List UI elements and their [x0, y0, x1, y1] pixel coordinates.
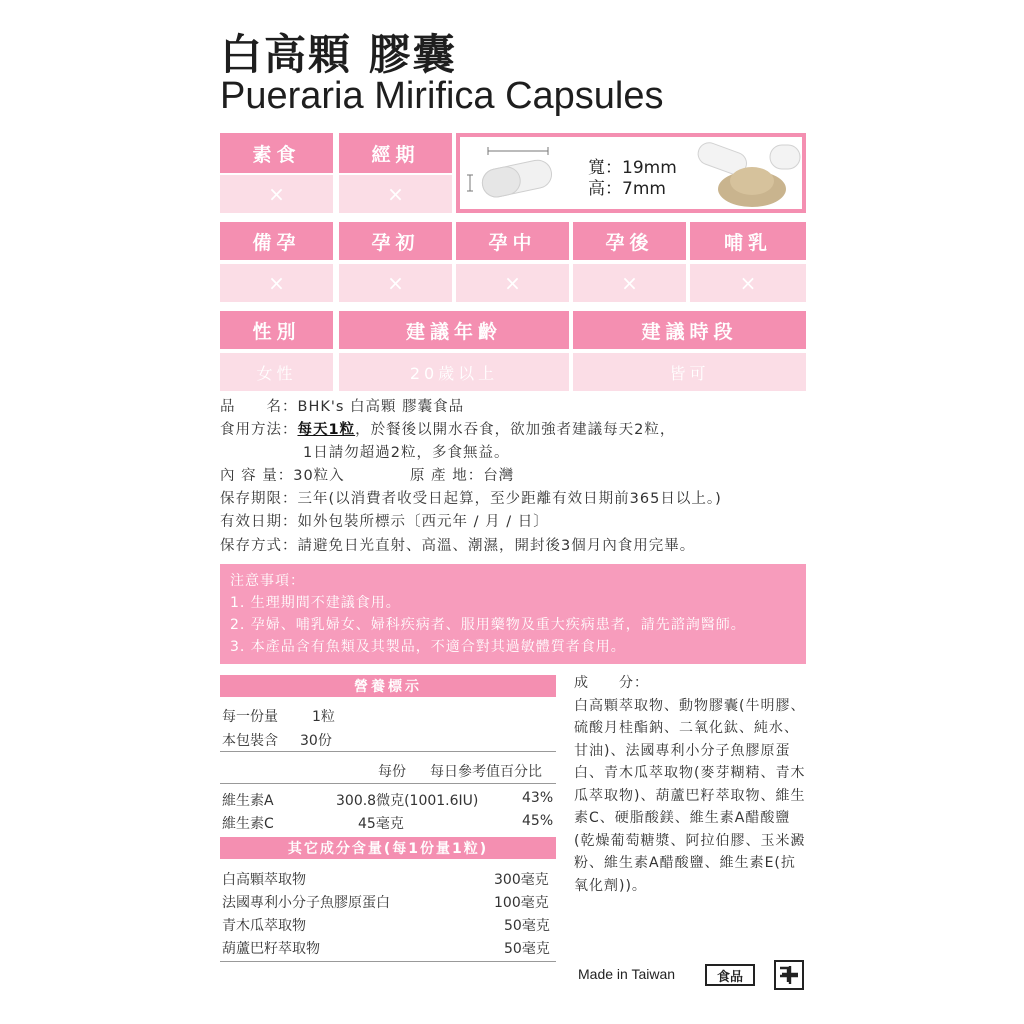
- other-amount: 50毫克: [504, 918, 550, 934]
- info-name-row: [220, 396, 464, 419]
- header-early-pregnancy: 孕初: [339, 222, 452, 260]
- info-origin-label: 原 產 地：: [410, 468, 484, 484]
- value-vegetarian: ×: [220, 175, 333, 213]
- nutrient-name: 維生素C: [222, 816, 274, 832]
- other-name: 葫蘆巴籽萃取物: [222, 941, 320, 957]
- notice-item: 3. 本產品含有魚類及其製品，不適合對其過敏體質者食用。: [230, 639, 626, 655]
- info-shelf-label: 保存期限：: [220, 491, 298, 507]
- capsule-height: 高：7mm: [588, 179, 666, 199]
- made-in-taiwan: Made in Taiwan: [578, 966, 676, 982]
- notice-title: 注意事項：: [230, 573, 305, 589]
- other-amount: 100毫克: [494, 895, 549, 911]
- info-name-label: 品 名：: [220, 399, 298, 415]
- info-content-label: 內 容 量：: [220, 468, 294, 484]
- value-gender: 女性: [220, 353, 333, 391]
- serving-value: 1粒: [312, 709, 335, 725]
- per-pack-label: 本包裝含: [222, 733, 278, 749]
- nutrition-divider: [220, 783, 556, 784]
- header-breastfeeding: 哺乳: [690, 222, 806, 260]
- col-daily-value: 每日參考值百分比: [430, 764, 542, 780]
- other-ingredients-title: 其它成分含量(每1份量1粒): [220, 837, 556, 859]
- info-origin-row: [410, 465, 514, 488]
- other-name: 青木瓜萃取物: [222, 918, 306, 934]
- per-pack-value: 30份: [300, 733, 332, 749]
- header-vegetarian: 素食: [220, 133, 333, 173]
- other-name: 白高顆萃取物: [222, 872, 306, 888]
- header-suggested-time: 建議時段: [573, 311, 806, 349]
- notice-box: [220, 564, 806, 664]
- product-title-zh: 白高顆 膠囊: [220, 30, 457, 79]
- nutrient-dv: 45%: [522, 813, 554, 829]
- info-expiry-label: 有效日期：: [220, 514, 298, 530]
- info-storage-value: 請避免日光直射、高溫、潮濕，開封後3個月內食用完畢。: [297, 538, 696, 554]
- capsule-size-panel: [456, 133, 806, 213]
- info-shelf-value: 三年(以消費者收受日起算，至少距離有效日期前365日以上。): [297, 491, 722, 507]
- header-suggested-age: 建議年齡: [339, 311, 569, 349]
- header-postpartum: 孕後: [573, 222, 686, 260]
- info-storage-row: [220, 535, 695, 558]
- serving-label: 每一份量: [222, 709, 278, 725]
- info-usage-label: 食用方法：: [220, 422, 298, 438]
- info-shelf-row: [220, 488, 722, 511]
- notice-item: 1. 生理期間不建議食用。: [230, 595, 401, 611]
- value-breastfeeding: ×: [690, 264, 806, 302]
- nutrient-name: 維生素A: [222, 793, 274, 809]
- other-amount: 50毫克: [504, 941, 550, 957]
- ingredients-label: 成 分：: [574, 675, 649, 691]
- gmp-style-logo-icon: [774, 960, 804, 990]
- info-usage-row: [220, 419, 675, 442]
- header-gender: 性別: [220, 311, 333, 349]
- capsule-width: 寬：19mm: [588, 158, 677, 178]
- value-early-pregnancy: ×: [339, 264, 452, 302]
- value-suggested-age: 20歲以上: [339, 353, 569, 391]
- info-content-row: [220, 465, 345, 488]
- nutrient-dv: 43%: [522, 790, 554, 806]
- info-expiry-value: 如外包裝所標示〔西元年 / 月 / 日〕: [297, 514, 549, 530]
- value-postpartum: ×: [573, 264, 686, 302]
- info-usage-line2: 1日請勿超過2粒，多食無益。: [303, 445, 510, 461]
- value-suggested-time: 皆可: [573, 353, 806, 391]
- value-menstruation: ×: [339, 175, 452, 213]
- col-per-serving: 每份: [378, 764, 406, 780]
- notice-item: 2. 孕婦、哺乳婦女、婦科疾病者、服用藥物及重大疾病患者，請先諮詢醫師。: [230, 617, 746, 633]
- ingredients-block: [574, 672, 810, 897]
- info-usage-highlight: 每天1粒: [297, 422, 356, 438]
- info-expiry-row: [220, 511, 549, 534]
- header-menstruation: 經期: [339, 133, 452, 173]
- nutrition-title: 營養標示: [220, 675, 556, 697]
- info-name-value: BHK's 白高顆 膠囊食品: [297, 399, 465, 415]
- food-mark: 食品: [705, 964, 755, 986]
- info-usage-rest: ，於餐後以開水吞食，欲加強者建議每天2粒，: [355, 422, 676, 438]
- nutrition-bottom-divider: [220, 961, 556, 962]
- value-mid-pregnancy: ×: [456, 264, 569, 302]
- nutrition-divider: [220, 751, 556, 752]
- other-amount: 300毫克: [494, 872, 549, 888]
- nutrient-amount: 45毫克: [358, 816, 404, 832]
- product-title-en: Pueraria Mirifica Capsules: [220, 75, 664, 117]
- info-origin-value: 台灣: [483, 468, 515, 484]
- nutrient-amount: 300.8微克(1001.6IU): [336, 793, 479, 809]
- ingredients-text: 白高顆萃取物、動物膠囊(牛明膠、硫酸月桂酯鈉、二氧化鈦、純水、甘油)、法國專利小分子魚膠原蛋白、青木瓜萃取物(麥芽糊精、青木瓜萃取物)、葫蘆巴籽萃取物、維生素C、硬脂酸鎂、維生素A醋酸鹽(乾燥葡萄糖漿、阿拉伯膠、玉米澱粉、維生素A醋酸鹽、維生素E(抗氧化劑))。: [574, 697, 806, 894]
- header-preparing-pregnancy: 備孕: [220, 222, 333, 260]
- info-storage-label: 保存方式：: [220, 538, 298, 554]
- header-mid-pregnancy: 孕中: [456, 222, 569, 260]
- other-name: 法國專利小分子魚膠原蛋白: [222, 895, 390, 911]
- info-content-value: 30粒入: [293, 468, 345, 484]
- value-preparing-pregnancy: ×: [220, 264, 333, 302]
